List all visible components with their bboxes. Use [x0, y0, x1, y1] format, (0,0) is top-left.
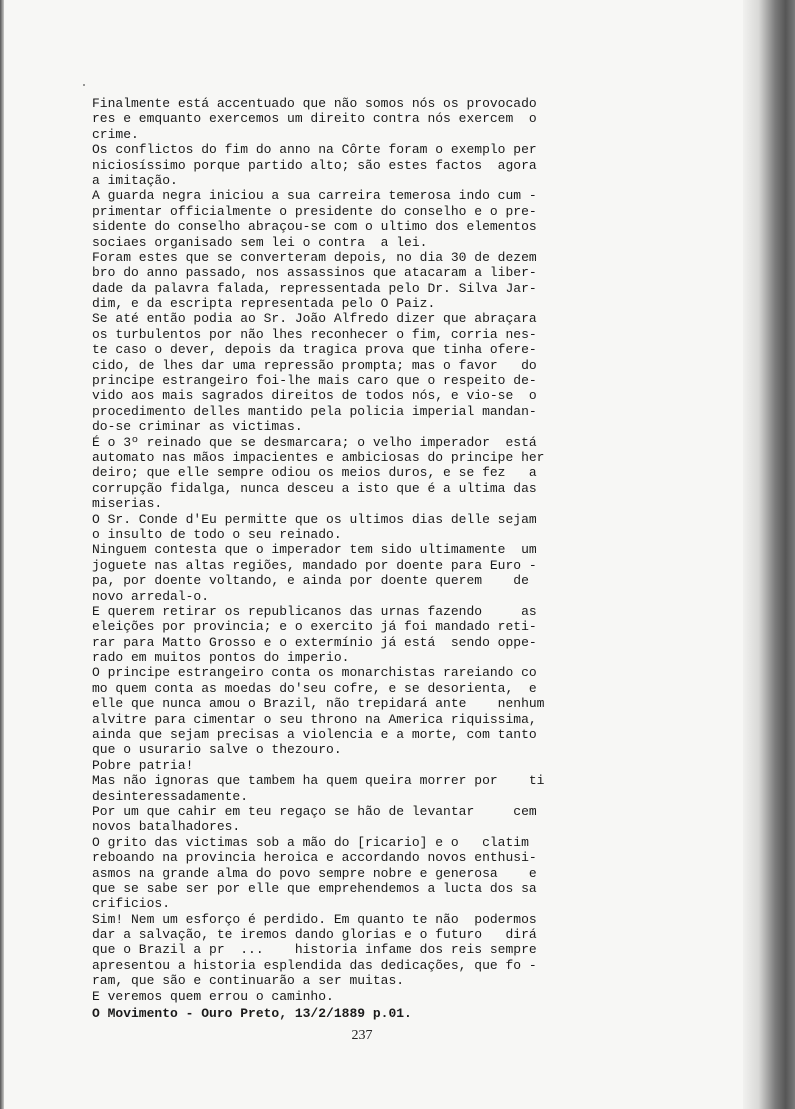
page-number: 237	[351, 1028, 373, 1043]
text-line: eleições por provincia; e o exercito já foi mandado reti-	[92, 619, 537, 635]
text-line: Mas não ignoras que tambem ha quem queira morrer por ti	[92, 773, 545, 789]
text-line: novo arredal-o.	[92, 588, 210, 604]
text-line: miserias.	[92, 496, 163, 512]
text-line: do-se criminar as victimas.	[92, 419, 303, 435]
text-line: E veremos quem errou o caminho.	[92, 988, 334, 1004]
text-line: a imitação.	[92, 172, 178, 188]
text-line: novos batalhadores.	[92, 819, 241, 835]
text-line: E querem retirar os republicanos das urnas fazendo as	[92, 603, 537, 619]
text-line: deiro; que elle sempre odiou os meios duros, e se fez a	[92, 465, 537, 481]
text-line: pa, por doente voltando, e ainda por doente querem de	[92, 573, 529, 589]
text-line: desinteressadamente.	[92, 788, 249, 804]
document-body	[92, 96, 598, 1021]
text-line: corrupção fidalga, nunca desceu a isto que é a ultima das	[92, 480, 537, 496]
text-line: joguete nas altas regiões, mandado por doente para Euro -	[92, 557, 537, 573]
text-line: Os conflictos do fim do anno na Côrte foram o exemplo per	[92, 142, 537, 158]
source-citation: O Movimento - Ouro Preto, 13/2/1889 p.01.	[92, 1006, 412, 1022]
text-line: O principe estrangeiro conta os monarchistas rareiando co	[92, 665, 537, 681]
text-line: os turbulentos por não lhes reconhecer o fim, corria nes-	[92, 326, 537, 342]
text-line: rar para Matto Grosso e o extermínio já está sendo oppe-	[92, 634, 537, 650]
text-line: principe estrangeiro foi-lhe mais caro que o respeito de-	[92, 373, 537, 389]
scan-binding-shadow	[743, 0, 795, 1109]
text-line: rado em muitos pontos do imperio.	[92, 650, 350, 666]
scan-left-border	[0, 0, 4, 1109]
text-line: crime.	[92, 126, 139, 142]
text-line: Finalmente está accentuado que não somos nós os provocado	[92, 96, 537, 111]
text-line: asmos na grande alma do povo sempre nobre e generosa e	[92, 865, 537, 881]
text-line: bro do anno passado, nos assassinos que atacaram a liber-	[92, 265, 537, 281]
text-line: que o usurario salve o thezouro.	[92, 742, 342, 758]
text-line: A guarda negra iniciou a sua carreira temerosa indo cum -	[92, 188, 537, 204]
text-line: sidente do conselho abraçou-se com o ultimo dos elementos	[92, 219, 537, 235]
text-line: procedimento delles mantido pela policia imperial mandan-	[92, 403, 537, 419]
text-line: O Sr. Conde d'Eu permitte que os ultimos dias delle sejam	[92, 511, 537, 527]
text-line: ainda que sejam precisas a violencia e a morte, com tanto	[92, 727, 537, 743]
text-line: Sim! Nem um esforço é perdido. Em quanto te não podermos	[92, 911, 537, 927]
text-line: mo quem conta as moedas do'seu cofre, e se desorienta, e	[92, 680, 537, 696]
text-line: que o Brazil a pr ... historia infame dos reis sempre	[92, 942, 537, 958]
text-line: crificios.	[92, 896, 171, 912]
text-line: Pobre patria!	[92, 757, 194, 773]
text-line: cido, de lhes dar uma repressão prompta; mas o favor do	[92, 357, 537, 373]
text-line: vido aos mais sagrados direitos de todos nós, e vio-se o	[92, 388, 537, 404]
text-line: elle que nunca amou o Brazil, não trepidará ante nenhum	[92, 696, 545, 712]
text-line: apresentou a historia esplendida das dedicações, que fo -	[92, 957, 537, 973]
text-line: o insulto de todo o seu reinado.	[92, 526, 342, 542]
text-line: Ninguem contesta que o imperador tem sido ultimamente um	[92, 542, 537, 558]
text-line: te caso o dever, depois da tragica prova que tinha ofere-	[92, 342, 537, 358]
text-line: Por um que cahir em teu regaço se hão de levantar cem	[92, 803, 537, 819]
text-line: É o 3º reinado que se desmarcara; o velho imperador está	[92, 434, 537, 450]
text-line: Foram estes que se converteram depois, no dia 30 de dezem	[92, 249, 537, 265]
text-line: O grito das victimas sob a mão do [ricario] e o clatim	[92, 834, 529, 850]
text-line: primentar officialmente o presidente do conselho e o pre-	[92, 203, 537, 219]
text-line: dar a salvação, te iremos dando glorias e o futuro dirá	[92, 927, 537, 943]
text-line: dim, e da escripta representada pelo O Paiz.	[92, 296, 436, 312]
scan-speck	[83, 84, 85, 86]
text-line: niciosíssimo porque partido alto; são estes factos agora	[92, 157, 537, 173]
text-line: que se sabe ser por elle que emprehendemos a lucta dos sa	[92, 880, 537, 896]
text-lines	[92, 96, 598, 1004]
text-line: alvitre para cimentar o seu throno na America riquissima,	[92, 711, 537, 727]
text-line: dade da palavra falada, repressentada pelo Dr. Silva Jar-	[92, 280, 537, 296]
text-line: res e emquanto exercemos um direito contra nós exercem o	[92, 111, 537, 127]
text-line: ram, que são e continuarão a ser muitas.	[92, 973, 405, 989]
text-line: Se até então podia ao Sr. João Alfredo dizer que abraçara	[92, 311, 537, 327]
text-line: sociaes organisado sem lei o contra a lei.	[92, 234, 428, 250]
text-line: automato nas mãos impacientes e ambiciosas do principe her	[92, 449, 545, 465]
text-line: reboando na provincia heroica e accordando novos enthusi-	[92, 850, 537, 866]
